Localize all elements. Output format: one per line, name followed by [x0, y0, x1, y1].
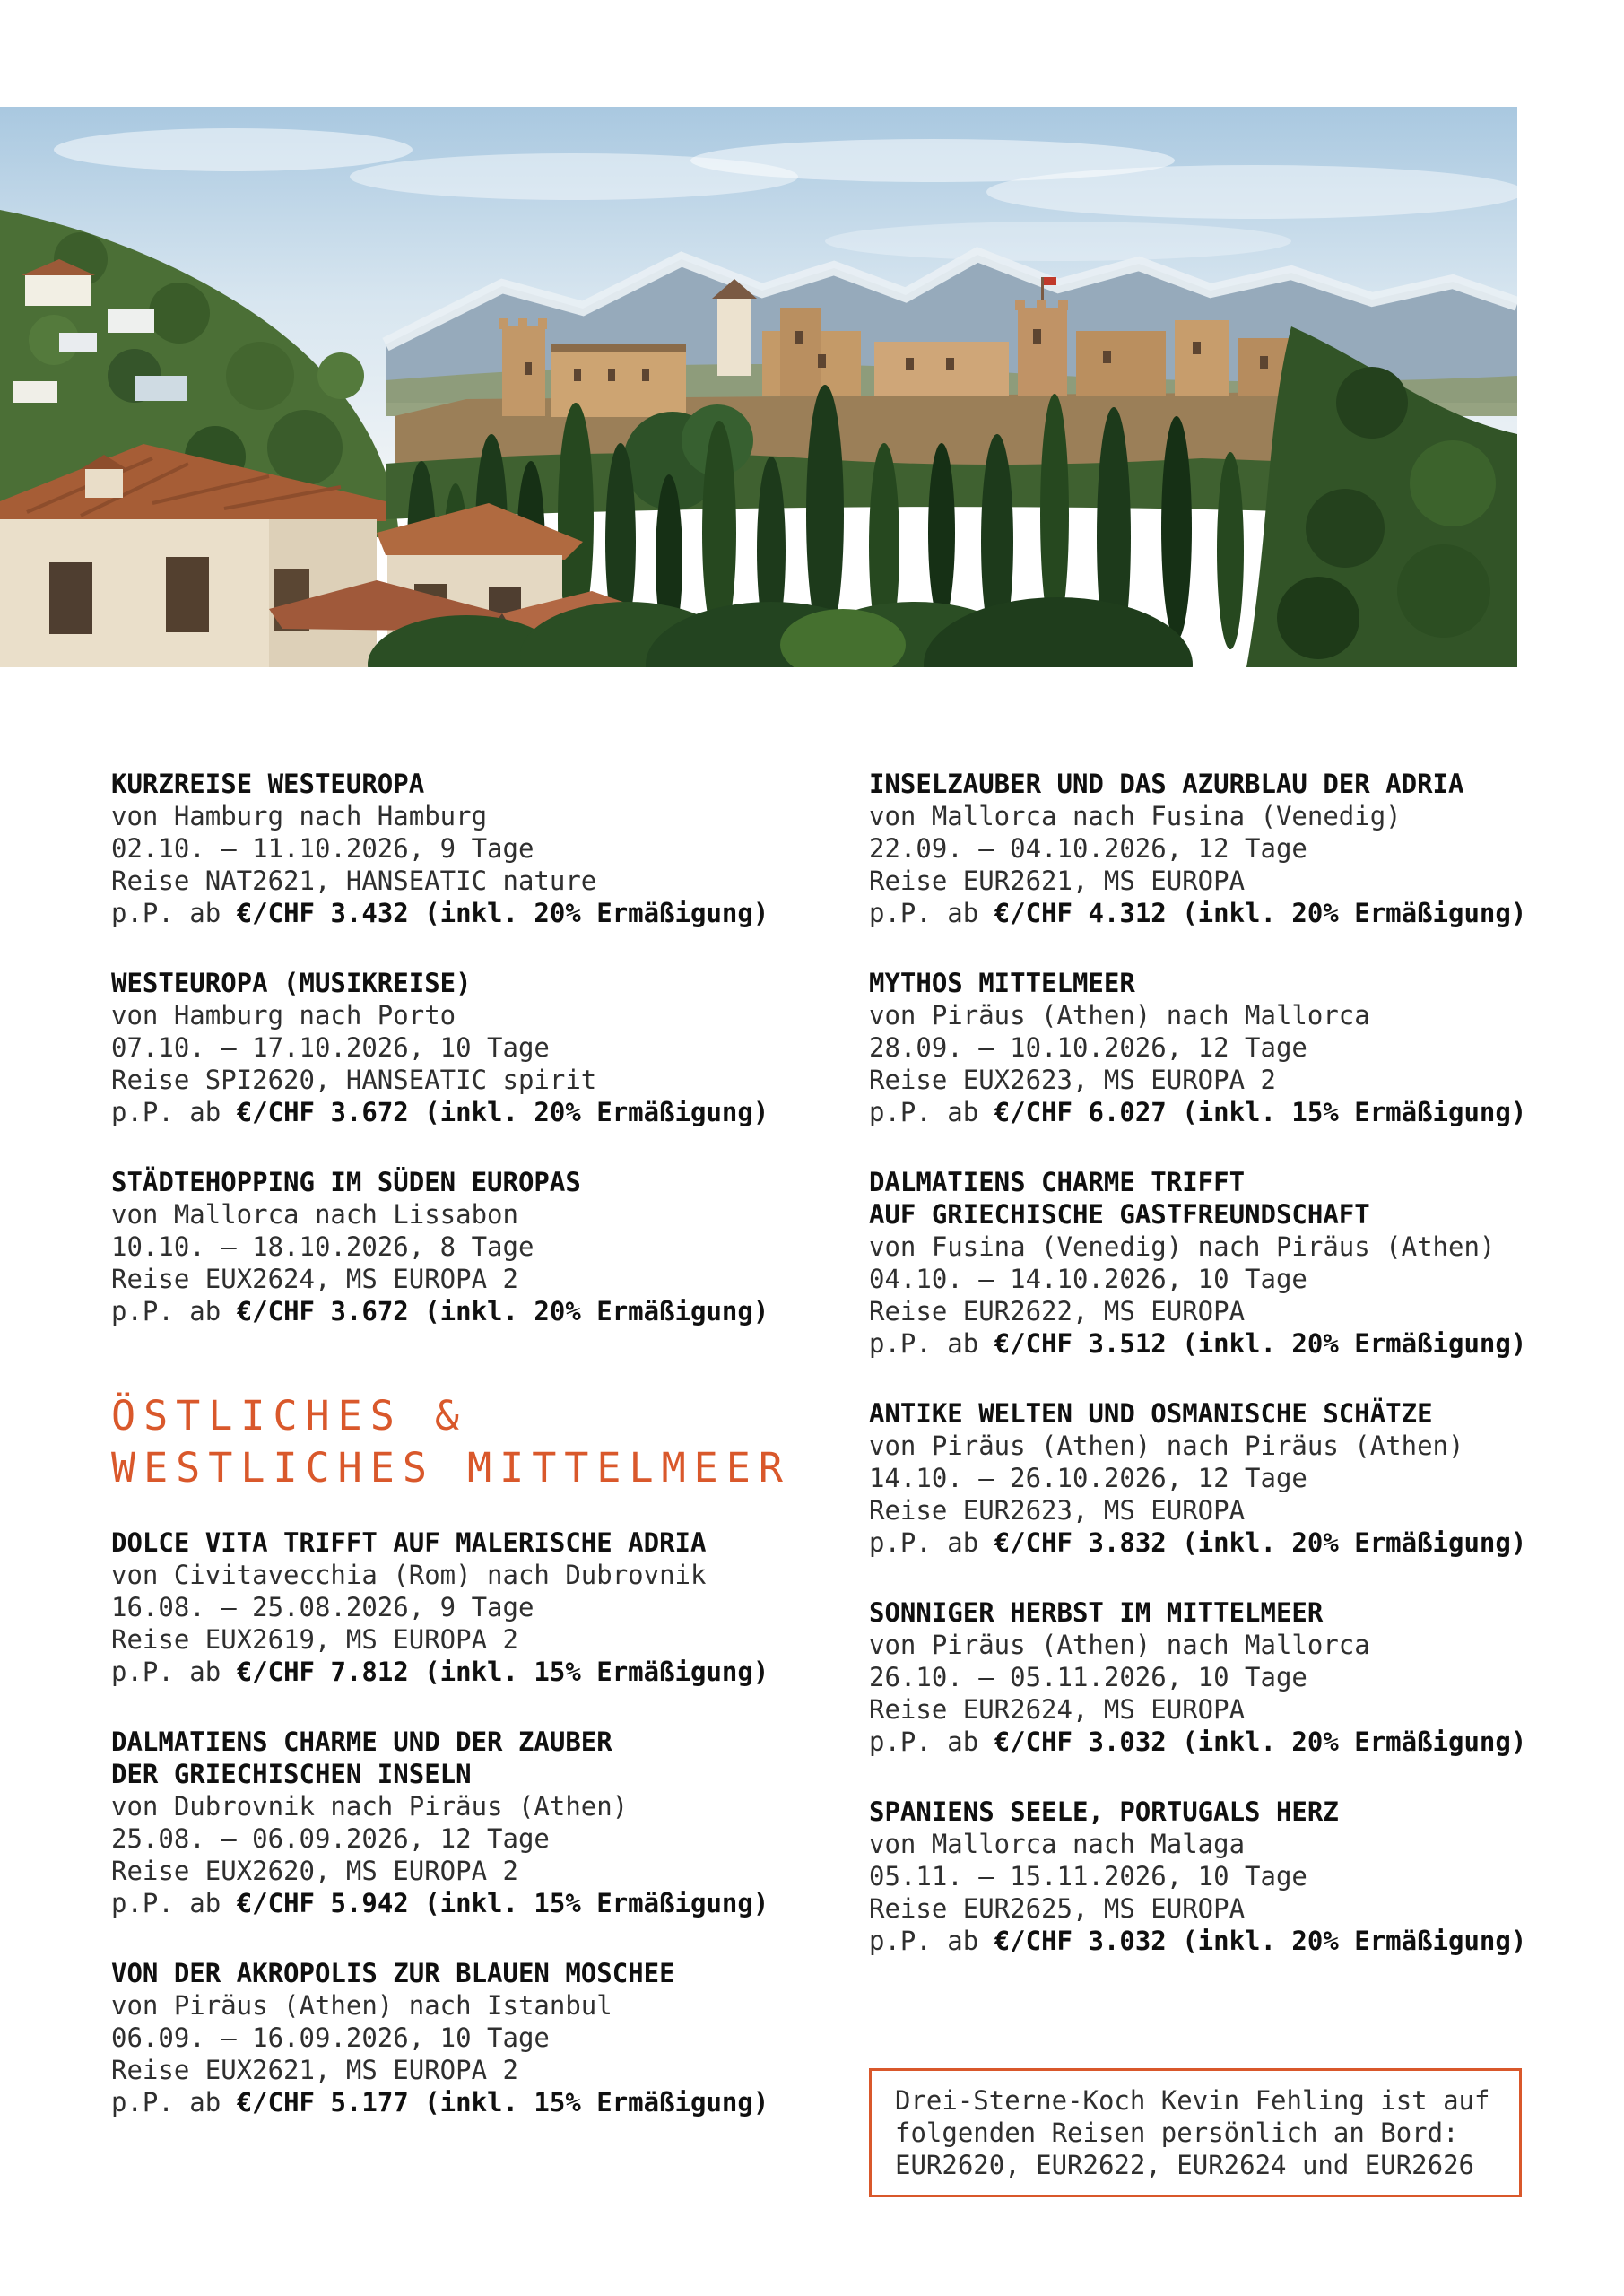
- chef-info-line3: EUR2620, EUR2622, EUR2624 und EUR2626: [895, 2150, 1475, 2180]
- trip-price: [111, 897, 779, 929]
- trip-price-value: €/CHF 3.512 (inkl. 20% Ermäßigung): [994, 1328, 1527, 1359]
- trip-price: [869, 1925, 1537, 1957]
- trip-price-value: €/CHF 3.032 (inkl. 20% Ermäßigung): [994, 1926, 1527, 1956]
- trip-price: [111, 2086, 779, 2118]
- trip-price-prefix: p.P. ab: [111, 1657, 237, 1687]
- trip-price-value: €/CHF 5.177 (inkl. 15% Ermäßigung): [236, 2087, 769, 2118]
- section-heading-mittelmeer: [111, 1390, 791, 1494]
- trip-ship: Reise EUR2621, MS EUROPA: [869, 865, 1246, 896]
- trip-title: DOLCE VITA TRIFFT AUF MALERISCHE ADRIA: [111, 1527, 707, 1558]
- trip-title: SONNIGER HERBST IM MITTELMEER: [869, 1597, 1324, 1628]
- trip-price-value: €/CHF 3.032 (inkl. 20% Ermäßigung): [994, 1726, 1527, 1757]
- trip-price-prefix: p.P. ab: [111, 1888, 237, 1918]
- trip-ship: Reise SPI2620, HANSEATIC spirit: [111, 1065, 597, 1095]
- trip-ship: Reise EUX2620, MS EUROPA 2: [111, 1856, 518, 1886]
- trip-price-prefix: p.P. ab: [869, 1926, 994, 1956]
- trip-price: [111, 1656, 779, 1688]
- trip-ship: Reise EUX2624, MS EUROPA 2: [111, 1264, 518, 1294]
- trip-ship: Reise EUX2619, MS EUROPA 2: [111, 1624, 518, 1655]
- trip-ship: Reise EUR2625, MS EUROPA: [869, 1893, 1246, 1924]
- trip-price: [111, 1887, 779, 1919]
- trip-price-value: €/CHF 6.027 (inkl. 15% Ermäßigung): [994, 1097, 1527, 1127]
- right-column: [869, 768, 1537, 2197]
- trip-route: von Fusina (Venedig) nach Piräus (Athen): [869, 1231, 1496, 1262]
- trip-price-value: €/CHF 4.312 (inkl. 20% Ermäßigung): [994, 898, 1527, 928]
- trip-listing: [111, 1957, 779, 2118]
- trip-price: [111, 1096, 779, 1128]
- trip-title: MYTHOS MITTELMEER: [869, 968, 1135, 998]
- trip-price-value: €/CHF 5.942 (inkl. 15% Ermäßigung): [236, 1888, 769, 1918]
- trip-price-value: €/CHF 3.672 (inkl. 20% Ermäßigung): [236, 1097, 769, 1127]
- trip-title: DALMATIENS CHARME TRIFFT: [869, 1167, 1246, 1197]
- trip-price: [869, 897, 1537, 929]
- chef-info-line2: folgenden Reisen persönlich an Bord:: [895, 2118, 1459, 2148]
- right-trips: [869, 768, 1537, 1957]
- trip-route: von Hamburg nach Porto: [111, 1000, 456, 1031]
- trip-title-line2: AUF GRIECHISCHE GASTFREUNDSCHAFT: [869, 1199, 1370, 1230]
- trip-dates: 05.11. – 15.11.2026, 10 Tage: [869, 1861, 1307, 1892]
- trip-price-prefix: p.P. ab: [111, 2087, 237, 2118]
- chef-info-box: [869, 2068, 1522, 2197]
- trip-price: [111, 1295, 779, 1327]
- hero-photo-illustration: [0, 107, 1517, 667]
- trip-route: von Piräus (Athen) nach Piräus (Athen): [869, 1431, 1464, 1461]
- trip-title-line2: DER GRIECHISCHEN INSELN: [111, 1759, 472, 1789]
- left-trips-top: [111, 768, 779, 1327]
- trip-route: von Mallorca nach Lissabon: [111, 1199, 518, 1230]
- trip-price-prefix: p.P. ab: [869, 1527, 994, 1558]
- trip-listing: [869, 1397, 1537, 1559]
- trip-title: DALMATIENS CHARME UND DER ZAUBER: [111, 1726, 612, 1757]
- trip-ship: Reise EUR2624, MS EUROPA: [869, 1694, 1246, 1725]
- trip-dates: 28.09. – 10.10.2026, 12 Tage: [869, 1032, 1307, 1063]
- trip-dates: 06.09. – 16.09.2026, 10 Tage: [111, 2022, 550, 2053]
- trip-listing: [111, 1526, 779, 1688]
- trip-listing: [111, 967, 779, 1128]
- section-heading-line1: ÖSTLICHES &: [111, 1392, 468, 1439]
- trip-dates: 25.08. – 06.09.2026, 12 Tage: [111, 1823, 550, 1854]
- trip-route: von Hamburg nach Hamburg: [111, 801, 488, 831]
- trip-title: WESTEUROPA (MUSIKREISE): [111, 968, 472, 998]
- trip-price-prefix: p.P. ab: [869, 898, 994, 928]
- trip-ship: Reise NAT2621, HANSEATIC nature: [111, 865, 597, 896]
- trip-listing: [111, 768, 779, 929]
- trip-price: [869, 1327, 1537, 1360]
- left-column: [111, 768, 791, 2156]
- chef-info-line1: Drei-Sterne-Koch Kevin Fehling ist auf: [895, 2085, 1490, 2116]
- trip-route: von Piräus (Athen) nach Istanbul: [111, 1990, 612, 2021]
- trip-ship: Reise EUX2621, MS EUROPA 2: [111, 2055, 518, 2085]
- trip-dates: 14.10. – 26.10.2026, 12 Tage: [869, 1463, 1307, 1493]
- trip-ship: Reise EUR2623, MS EUROPA: [869, 1495, 1246, 1526]
- trip-price-value: €/CHF 3.672 (inkl. 20% Ermäßigung): [236, 1296, 769, 1326]
- trip-listing: [111, 1726, 779, 1919]
- trip-dates: 26.10. – 05.11.2026, 10 Tage: [869, 1662, 1307, 1692]
- trip-price: [869, 1526, 1537, 1559]
- trip-ship: Reise EUX2623, MS EUROPA 2: [869, 1065, 1276, 1095]
- trip-listing: [869, 1596, 1537, 1758]
- trip-route: von Dubrovnik nach Piräus (Athen): [111, 1791, 629, 1822]
- trip-price-value: €/CHF 3.432 (inkl. 20% Ermäßigung): [236, 898, 769, 928]
- trip-dates: 10.10. – 18.10.2026, 8 Tage: [111, 1231, 534, 1262]
- trip-dates: 02.10. – 11.10.2026, 9 Tage: [111, 833, 534, 864]
- trip-dates: 16.08. – 25.08.2026, 9 Tage: [111, 1592, 534, 1622]
- trip-route: von Piräus (Athen) nach Mallorca: [869, 1630, 1370, 1660]
- trip-price-prefix: p.P. ab: [869, 1328, 994, 1359]
- trip-price-prefix: p.P. ab: [869, 1726, 994, 1757]
- trip-price-prefix: p.P. ab: [111, 898, 237, 928]
- trip-price: [869, 1726, 1537, 1758]
- trip-listing: [869, 1796, 1537, 1957]
- trip-title: VON DER AKROPOLIS ZUR BLAUEN MOSCHEE: [111, 1958, 675, 1988]
- trip-dates: 04.10. – 14.10.2026, 10 Tage: [869, 1264, 1307, 1294]
- trip-ship: Reise EUR2622, MS EUROPA: [869, 1296, 1246, 1326]
- trip-title: STÄDTEHOPPING IM SÜDEN EUROPAS: [111, 1167, 581, 1197]
- trip-price-prefix: p.P. ab: [869, 1097, 994, 1127]
- trip-route: von Mallorca nach Malaga: [869, 1829, 1246, 1859]
- trip-listing: [869, 967, 1537, 1128]
- trip-listing: [869, 768, 1537, 929]
- trip-price-value: €/CHF 3.832 (inkl. 20% Ermäßigung): [994, 1527, 1527, 1558]
- trip-dates: 07.10. – 17.10.2026, 10 Tage: [111, 1032, 550, 1063]
- trip-route: von Mallorca nach Fusina (Venedig): [869, 801, 1402, 831]
- section-heading-line2: WESTLICHES MITTELMEER: [111, 1444, 791, 1492]
- left-trips-mediterranean: [111, 1526, 779, 2118]
- trip-title: SPANIENS SEELE, PORTUGALS HERZ: [869, 1796, 1339, 1827]
- trip-title: INSELZAUBER UND DAS AZURBLAU DER ADRIA: [869, 769, 1464, 799]
- trip-price: [869, 1096, 1537, 1128]
- trip-title: KURZREISE WESTEUROPA: [111, 769, 425, 799]
- trip-listing: [111, 1166, 779, 1327]
- trip-route: von Piräus (Athen) nach Mallorca: [869, 1000, 1370, 1031]
- trip-price-prefix: p.P. ab: [111, 1097, 237, 1127]
- hero-photo: [0, 107, 1517, 667]
- trip-price-prefix: p.P. ab: [111, 1296, 237, 1326]
- trip-title: ANTIKE WELTEN UND OSMANISCHE SCHÄTZE: [869, 1398, 1433, 1429]
- trip-dates: 22.09. – 04.10.2026, 12 Tage: [869, 833, 1307, 864]
- trip-route: von Civitavecchia (Rom) nach Dubrovnik: [111, 1560, 707, 1590]
- trip-listing: [869, 1166, 1537, 1360]
- trip-price-value: €/CHF 7.812 (inkl. 15% Ermäßigung): [236, 1657, 769, 1687]
